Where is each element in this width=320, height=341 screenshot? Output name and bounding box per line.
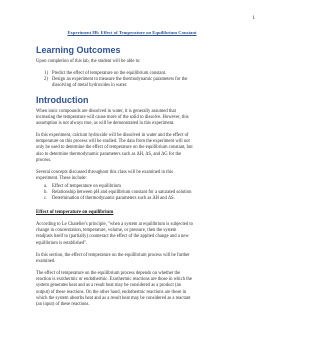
- document-title: Experiment 8B: Effect of Temperature on Equilibrium Constant: [67, 30, 197, 35]
- effect-paragraph-1: According to Le Chatelier's principle, "when a system at equilibrium is subjected to change in concentration, temperature, volume, or pressure, then the system readjusts itself to (partially) counteract the effect of the applied change and a new equilibrium is established".: [36, 222, 194, 246]
- list-item: b. Relationship between pH and equilibrium constant for a saturated solution: [44, 190, 192, 196]
- page-number: 1: [252, 15, 255, 21]
- introduction-paragraph-3: Several concepts discussed throughout this class will be examined in this experiment. These include:: [36, 170, 173, 182]
- list-item: 1) Predict the effect of temperature on the equilibrium constant.: [44, 71, 167, 76]
- learning-outcomes-intro: Upon completion of this lab, the student will be able to:: [36, 59, 141, 64]
- list-item: c. Determination of thermodynamic parameters such as ΔH and ΔS.: [44, 196, 175, 202]
- introduction-paragraph-2: In this experiment, calcium hydroxide will be dissolved in water and the effect of temperature on this process will be studied. The data from the experiment will not only be used to determine the effect of temperature on the equilibrium constant, but also to determine thermodynamic parameters such as ΔH, ΔS, and ΔG for the process.: [36, 133, 193, 163]
- concepts-list: [44, 184, 191, 203]
- effect-of-temperature-heading: Effect of temperature on equilibrium: [36, 210, 114, 215]
- list-item: 2) Design an experiment to measure the thermodynamic parameters for the: [44, 77, 188, 83]
- list-item: a. Effect of temperature on equilibrium: [44, 184, 121, 189]
- effect-paragraph-2: In this section, the effect of temperature on the equilibrium process will be further examined.: [36, 253, 190, 265]
- effect-paragraph-3: The effect of temperature on the equilibrium process depends on whether the reaction is exothermic or endothermic. Exothermic reactions are those in which the system generates heat and as a result heat may be considered as a product (an output) of these reactions. On the other hand, endothermic reactions are those in which the system absorbs heat and as a result heat may be considered as a reactant (an input) of these reactions.: [36, 271, 192, 308]
- learning-outcomes-list: 1) Predict the effect of temperature on the equilibrium constant. 2) Design an experiment to measure the thermodynamic parameters for the dissolving of metal hydroxides in water.: [44, 71, 188, 89]
- introduction-paragraph-1: When ionic compounds are dissolved in water, it is generally assumed that increasing the temperature will cause more of the solid to dissolve. However, this assumption is not always true, as will be demonstrated in this experiment.: [36, 109, 189, 127]
- introduction-heading: Introduction: [36, 95, 89, 105]
- learning-outcomes-heading: Learning Outcomes: [36, 45, 121, 55]
